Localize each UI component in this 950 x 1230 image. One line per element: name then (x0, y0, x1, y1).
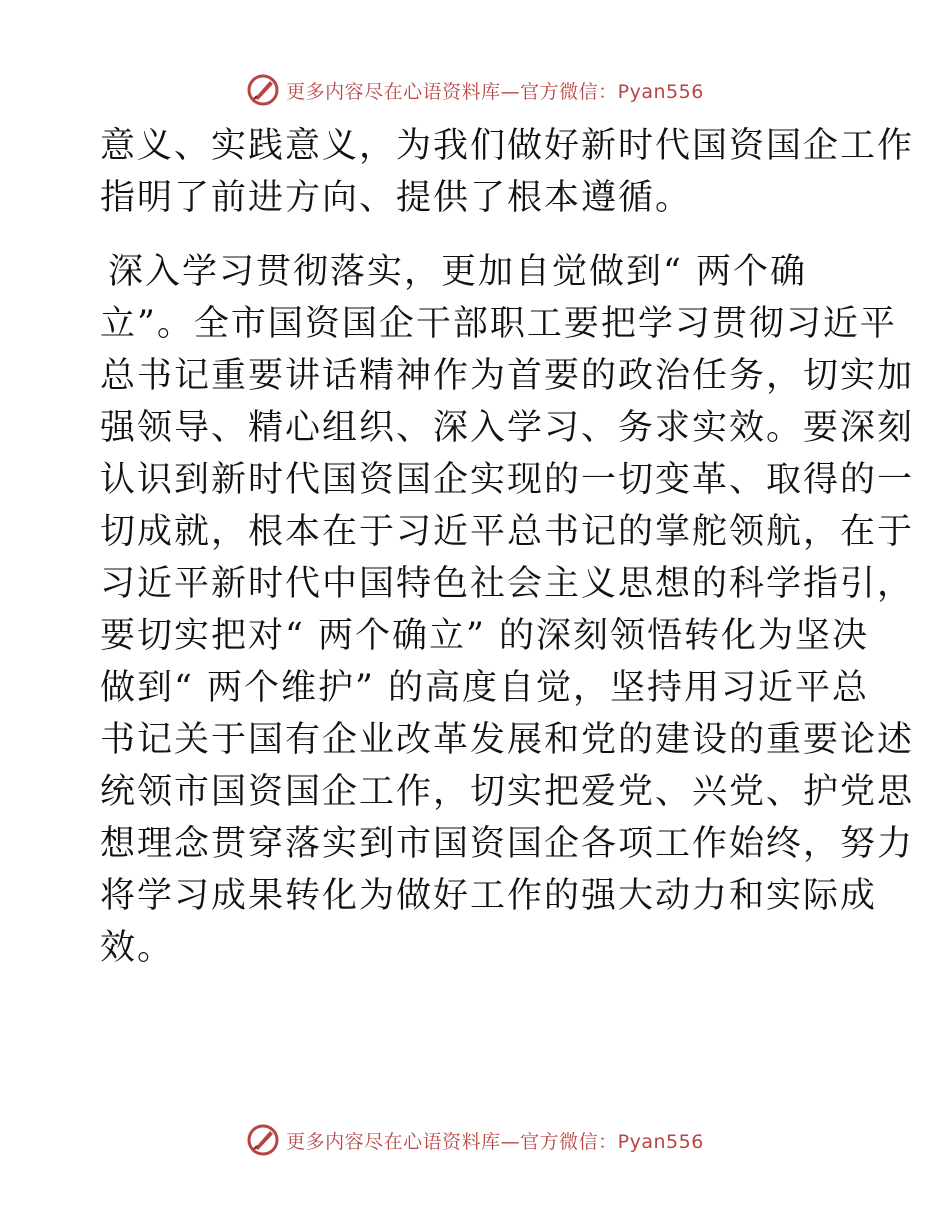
paragraph-2-line: 立”。全市国资国企干部职工要把学习贯彻习近平 (100, 304, 897, 344)
paragraph-2-line: 切成就，根本在于习近平总书记的掌舵领航，在于 (100, 512, 915, 552)
document-body (100, 120, 915, 974)
footer-banner-text: 更多内容尽在心语资料库—官方微信：Pyan556 (286, 1130, 704, 1153)
quill-logo-icon (246, 73, 280, 107)
paragraph-2-line: 效。 (100, 928, 175, 968)
paragraph-2-line: 做到“ 两个维护” 的高度自觉，坚持用习近平总 (100, 668, 870, 708)
paragraph-2-line: 深入学习贯彻落实，更加自觉做到“ 两个确 (108, 252, 808, 292)
paragraph-1-line: 指明了前进方向、提供了根本遵循。 (100, 178, 693, 218)
paragraph-2-line: 统领市国资国企工作，切实把爱党、兴党、护党思 (100, 772, 915, 812)
quill-logo-icon (246, 1123, 280, 1157)
paragraph-2-line: 习近平新时代中国特色社会主义思想的科学指引， (100, 564, 915, 604)
paragraph-1 (100, 120, 915, 224)
paragraph-2-line: 总书记重要讲话精神作为首要的政治任务，切实加 (100, 356, 915, 396)
paragraph-2 (100, 246, 915, 974)
header-banner (0, 70, 950, 110)
footer-banner (0, 1120, 950, 1160)
header-banner-text: 更多内容尽在心语资料库—官方微信：Pyan556 (286, 80, 704, 103)
paragraph-2-line: 要切实把对“ 两个确立” 的深刻领悟转化为坚决 (100, 616, 870, 656)
paragraph-2-line: 强领导、精心组织、深入学习、务求实效。要深刻 (100, 408, 915, 448)
paragraph-2-line: 认识到新时代国资国企实现的一切变革、取得的一 (100, 460, 915, 500)
paragraph-2-line: 书记关于国有企业改革发展和党的建设的重要论述 (100, 720, 915, 760)
paragraph-1-line: 意义、实践意义，为我们做好新时代国资国企工作 (100, 126, 915, 166)
paragraph-2-line: 将学习成果转化为做好工作的强大动力和实际成 (100, 876, 878, 916)
paragraph-2-line: 想理念贯穿落实到市国资国企各项工作始终，努力 (100, 824, 915, 864)
